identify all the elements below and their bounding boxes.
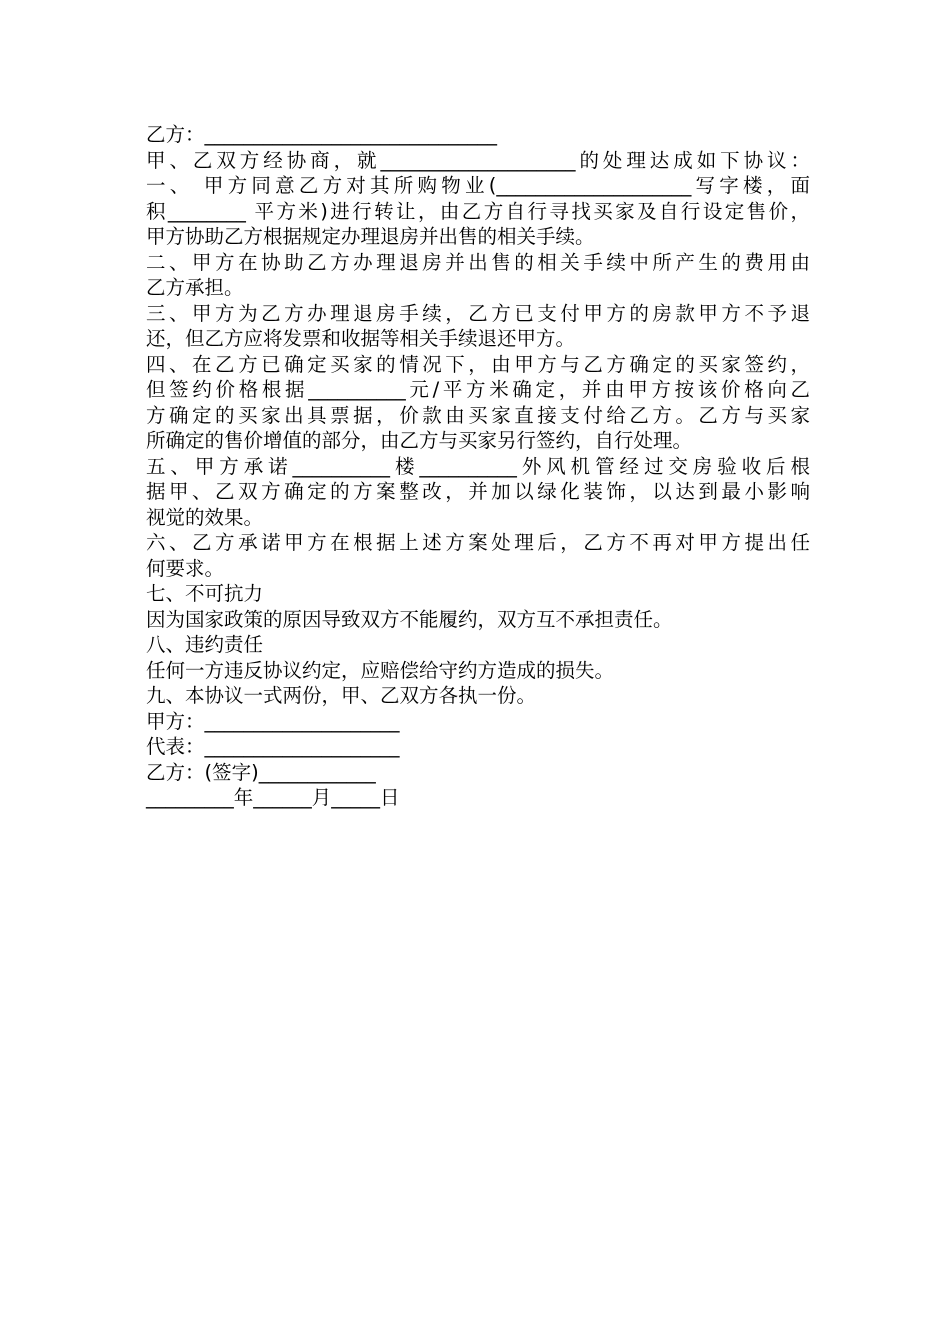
clause-3-line-1: 三、甲方为乙方办理退房手续，乙方已支付甲方的房款甲方不予退 — [146, 301, 810, 325]
representative-signature-line: 代表：____________________ — [146, 735, 400, 758]
clause-4-line-2: 但签约价格根据__________元/平方米确定，并由甲方按该价格向乙 — [146, 378, 810, 401]
preamble-line: 甲、乙双方经协商，就____________________的处理达成如下协议： — [146, 148, 810, 172]
date-line: _________年______月_____日 — [146, 786, 400, 809]
party-b-line: 乙方：______________________________ — [146, 123, 498, 146]
clause-3-line-2: 还，但乙方应将发票和收据等相关手续退还甲方。 — [146, 327, 576, 350]
party-a-signature-line: 甲方：____________________ — [146, 709, 400, 733]
clause-8-heading: 八、违约责任 — [146, 633, 264, 656]
agreement-body — [146, 122, 810, 811]
clause-9-line: 九、本协议一式两份，甲、乙双方各执一份。 — [146, 684, 537, 707]
clause-6-line-2: 何要求。 — [146, 556, 225, 580]
clause-1-line-3: 甲方协助乙方根据规定办理退房并出售的相关手续。 — [146, 225, 595, 248]
clause-5-line-3: 视觉的效果。 — [146, 505, 264, 529]
clause-2-line-2: 乙方承担。 — [146, 276, 244, 299]
clause-2-line-1: 二、甲方在协助乙方办理退房并出售的相关手续中所产生的费用由 — [146, 250, 810, 274]
clause-6-line-1: 六、乙方承诺甲方在根据上述方案处理后，乙方不再对甲方提出任 — [146, 531, 810, 554]
clause-4-line-1: 四、在乙方已确定买家的情况下，由甲方与乙方确定的买家签约， — [146, 352, 810, 376]
clause-1-line-1: 一、 甲方同意乙方对其所购物业(____________________写字楼，面 — [146, 174, 810, 197]
clause-5-line-2: 据甲、乙双方确定的方案整改，并加以绿化装饰，以达到最小影响 — [146, 480, 810, 503]
clause-4-line-4: 所确定的售价增值的部分，由乙方与买家另行签约，自行处理。 — [146, 429, 693, 452]
clause-8-body: 任何一方违反协议约定，应赔偿给守约方造成的损失。 — [146, 658, 615, 682]
clause-4-line-3: 方确定的买家出具票据，价款由买家直接支付给乙方。乙方与买家 — [146, 403, 810, 427]
clause-7-body: 因为国家政策的原因导致双方不能履约，双方互不承担责任。 — [146, 607, 673, 631]
clause-7-heading: 七、不可抗力 — [146, 582, 264, 605]
party-b-signature-line: 乙方：(签字)____________ — [146, 760, 376, 784]
clause-5-line-1: 五、甲方承诺__________楼__________外风机管经过交房验收后根 — [146, 454, 810, 478]
clause-1-line-2: 积________ 平方米)进行转让，由乙方自行寻找买家及自行设定售价， — [146, 199, 810, 223]
